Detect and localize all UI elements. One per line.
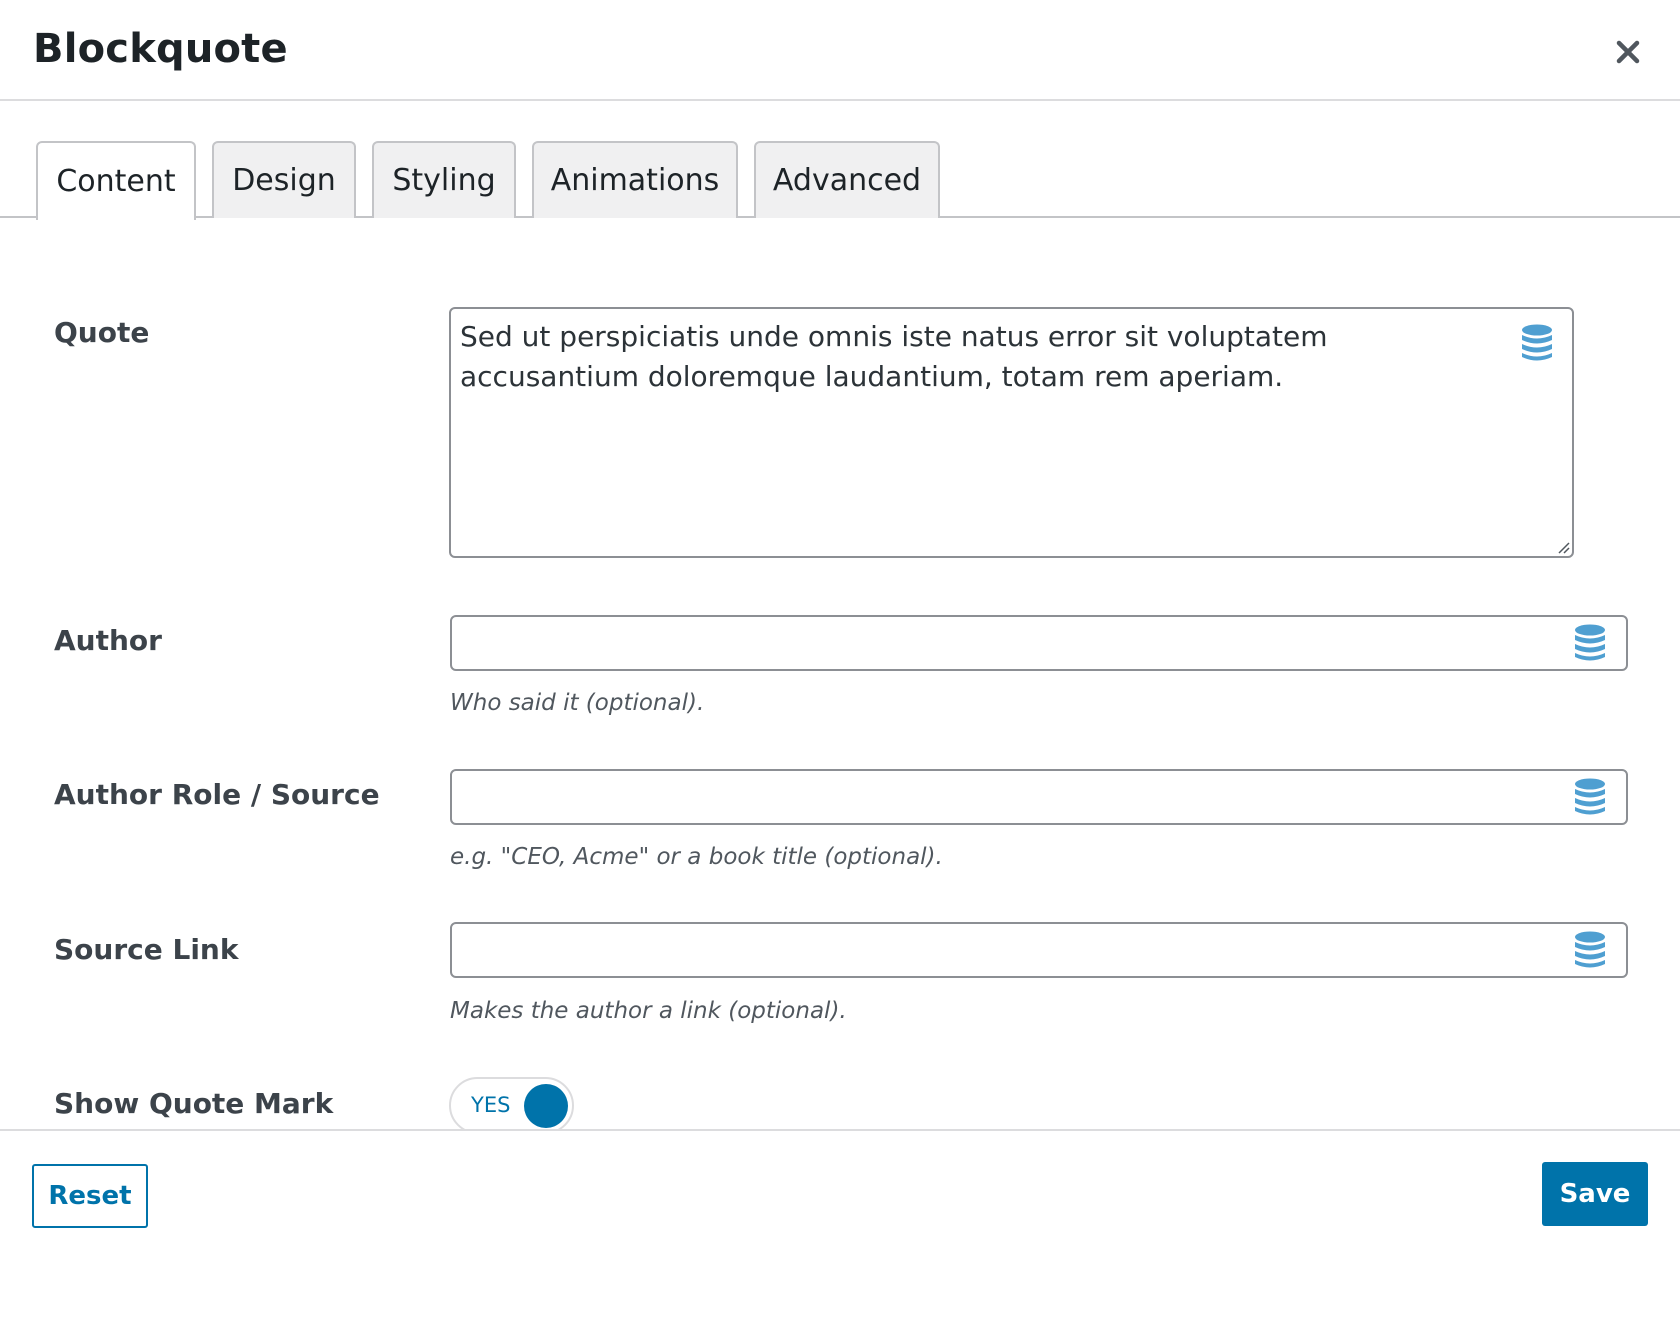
source-link-help-text: Makes the author a link (optional). bbox=[450, 998, 847, 1024]
author-role-input[interactable] bbox=[450, 769, 1628, 825]
source-link-label: Source Link bbox=[54, 933, 239, 966]
toggle-knob bbox=[524, 1084, 568, 1128]
tab-content[interactable]: Content bbox=[36, 141, 196, 220]
modal-header bbox=[0, 0, 1680, 101]
show-quote-mark-toggle[interactable] bbox=[449, 1077, 574, 1134]
source-link-input[interactable] bbox=[450, 922, 1628, 978]
tab-bar bbox=[0, 141, 1680, 218]
toggle-state-text: YES bbox=[471, 1093, 511, 1117]
quote-text: Sed ut perspiciatis unde omnis iste natus error sit voluptatem accusantium doloremque laudantium, totam rem aperiam. bbox=[460, 320, 1328, 393]
quote-label: Quote bbox=[54, 316, 150, 349]
database-icon[interactable] bbox=[1573, 623, 1607, 663]
modal-footer bbox=[0, 1129, 1680, 1320]
reset-button[interactable]: Reset bbox=[32, 1164, 148, 1228]
close-icon bbox=[1616, 40, 1640, 64]
save-button[interactable]: Save bbox=[1542, 1162, 1648, 1226]
resize-handle[interactable] bbox=[1554, 538, 1570, 554]
tab-styling[interactable]: Styling bbox=[372, 141, 516, 218]
author-input[interactable] bbox=[450, 615, 1628, 671]
tab-design[interactable]: Design bbox=[212, 141, 356, 218]
author-role-label: Author Role / Source bbox=[54, 778, 380, 811]
close-button[interactable] bbox=[1606, 30, 1650, 74]
database-icon[interactable] bbox=[1520, 323, 1554, 363]
modal-title: Blockquote bbox=[33, 26, 288, 72]
database-icon[interactable] bbox=[1573, 777, 1607, 817]
tab-animations[interactable]: Animations bbox=[532, 141, 738, 218]
database-icon[interactable] bbox=[1573, 930, 1607, 970]
author-role-help-text: e.g. "CEO, Acme" or a book title (optional). bbox=[450, 844, 943, 870]
show-quote-mark-label: Show Quote Mark bbox=[54, 1087, 334, 1120]
author-help-text: Who said it (optional). bbox=[450, 690, 705, 716]
quote-textarea[interactable] bbox=[449, 307, 1574, 558]
tab-advanced[interactable]: Advanced bbox=[754, 141, 940, 218]
author-label: Author bbox=[54, 624, 162, 657]
